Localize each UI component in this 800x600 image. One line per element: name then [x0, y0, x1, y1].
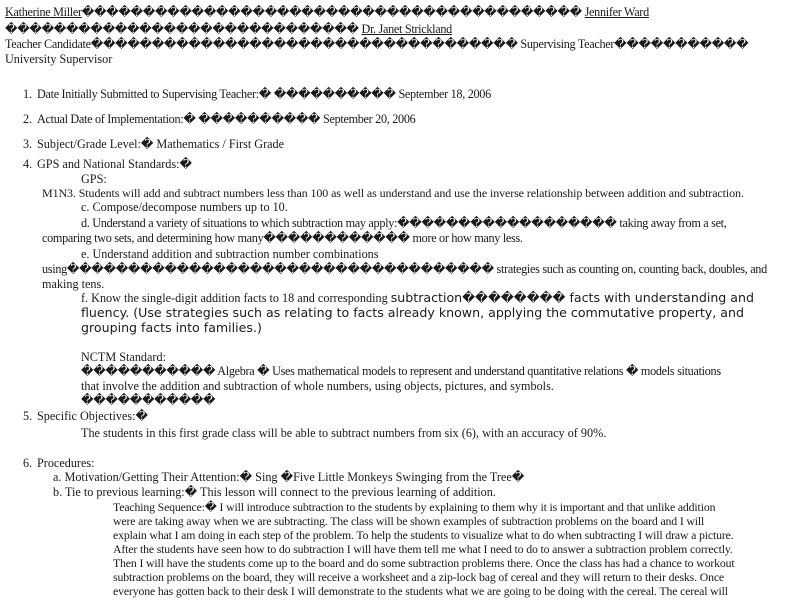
- header-supervisor-line: [5, 22, 452, 36]
- standard-d-line2: comparing two sets, and determining how many������������ more or how many less.: [42, 231, 523, 245]
- nctm-line3: �����������: [81, 393, 216, 407]
- supervising-teacher-label: Supervising Teacher: [520, 37, 615, 51]
- standard-f-sans: subtraction�������� facts with understanding and: [390, 290, 754, 305]
- nctm-line2: that involve the addition and subtraction of whole numbers, using objects, pictures, and symbols.: [81, 379, 554, 393]
- standard-f-serif: f. Know the single-digit addition facts to 18 and corresponding: [81, 291, 391, 305]
- separator: �����������������������������������������: [81, 5, 582, 19]
- teaching-line: After the students have seen how to do subtraction I will have them tell me what I need to do to answer a subtraction problem correctly.: [113, 542, 733, 556]
- supervising-teacher-name: Jennifer Ward: [584, 5, 649, 19]
- separator: �����������������������������������: [90, 37, 518, 51]
- separator: �����������������������������: [5, 22, 359, 36]
- header-labels-line: [5, 37, 748, 51]
- date-submitted: Date Initially Submitted to Supervising Teacher:� ���������� September 18, 2006: [37, 87, 491, 101]
- procedure-tie-previous: b. Tie to previous learning:� This lesson will connect to the previous learning of addition.: [53, 485, 496, 499]
- standards-title: GPS and National Standards:�: [37, 157, 193, 171]
- item-number: 4.: [23, 157, 33, 171]
- objectives-text: The students in this first grade class will be able to subtract numbers from six (6), with an accuracy of 90%.: [81, 426, 607, 440]
- standard-c: c. Compose/decompose numbers up to 10.: [81, 200, 288, 214]
- procedures-title: Procedures:: [37, 456, 95, 470]
- teaching-line: were are taking away when we are subtracting. The class will be shown examples of subtraction problems on the board and I will: [113, 514, 705, 528]
- header-names-line: [5, 5, 649, 19]
- subject-grade: Subject/Grade Level:� Mathematics / First Grade: [37, 137, 285, 151]
- objectives-title: Specific Objectives:�: [37, 409, 148, 423]
- standard-e-line3: making tens.: [42, 277, 105, 291]
- teaching-line: explain what I am doing in each step of the problem. To help the students to visualize what to do when subtracting I will draw a picture.: [113, 528, 734, 542]
- teaching-line: subtraction problems on the board, they will receive a worksheet and a zip-lock bag of cereal and they will return to their desks. Once: [113, 570, 724, 584]
- teaching-line: Then I will have the students come up to the board and do some subtraction problems there. Once the class has had a chance to workout: [113, 556, 735, 570]
- standard-f-line3: grouping facts into families.): [81, 320, 262, 335]
- university-supervisor-label: University Supervisor: [5, 52, 113, 66]
- standard-d-line1: d. Understand a variety of situations to which subtraction may apply:������������������ taking away from a set,: [81, 216, 727, 230]
- item-number: 2.: [23, 112, 33, 126]
- standard-e-line2: using����������������������������������� strategies such as counting on, counting back, doubles, and: [42, 262, 767, 276]
- item-number: 6.: [23, 456, 33, 470]
- procedure-motivation: a. Motivation/Getting Their Attention:� Sing �Five Little Monkeys Swinging from the Tree�: [53, 470, 525, 484]
- item-number: 1.: [23, 87, 33, 101]
- candidate-label: Teacher Candidate: [5, 37, 91, 51]
- nctm-line1: ����������� Algebra � Uses mathematical models to represent and understand quantitative relations � models situations: [81, 364, 721, 378]
- date-implementation: Actual Date of Implementation:� ���������� September 20, 2006: [37, 112, 416, 126]
- separator: �����������: [614, 37, 749, 51]
- supervisor-name: Dr. Janet Strickland: [361, 22, 452, 36]
- standard-f-line1: [81, 290, 754, 306]
- gps-label: GPS:: [81, 172, 107, 186]
- item-number: 3.: [23, 137, 33, 151]
- standard-f-line2: fluency. (Use strategies such as relating to facts already known, applying the commutative property, and: [81, 305, 744, 320]
- candidate-name: Katherine Miller: [5, 5, 82, 19]
- standard-m1n3: M1N3. Students will add and subtract numbers less than 100 as well as understand and use the inverse relationship between addition and subtraction.: [42, 186, 744, 200]
- nctm-label: NCTM Standard:: [81, 350, 166, 364]
- teaching-line: Teaching Sequence:� I will introduce subtraction to the students by explaining to them why it is important and that unlike addition: [113, 500, 716, 514]
- standard-e-line1: e. Understand addition and subtraction number combinations: [81, 247, 379, 261]
- teaching-line: everyone has gotten back to their desk I will demonstrate to the students what we are going to be doing with the cereal. The cereal will: [113, 584, 728, 598]
- item-number: 5.: [23, 409, 33, 423]
